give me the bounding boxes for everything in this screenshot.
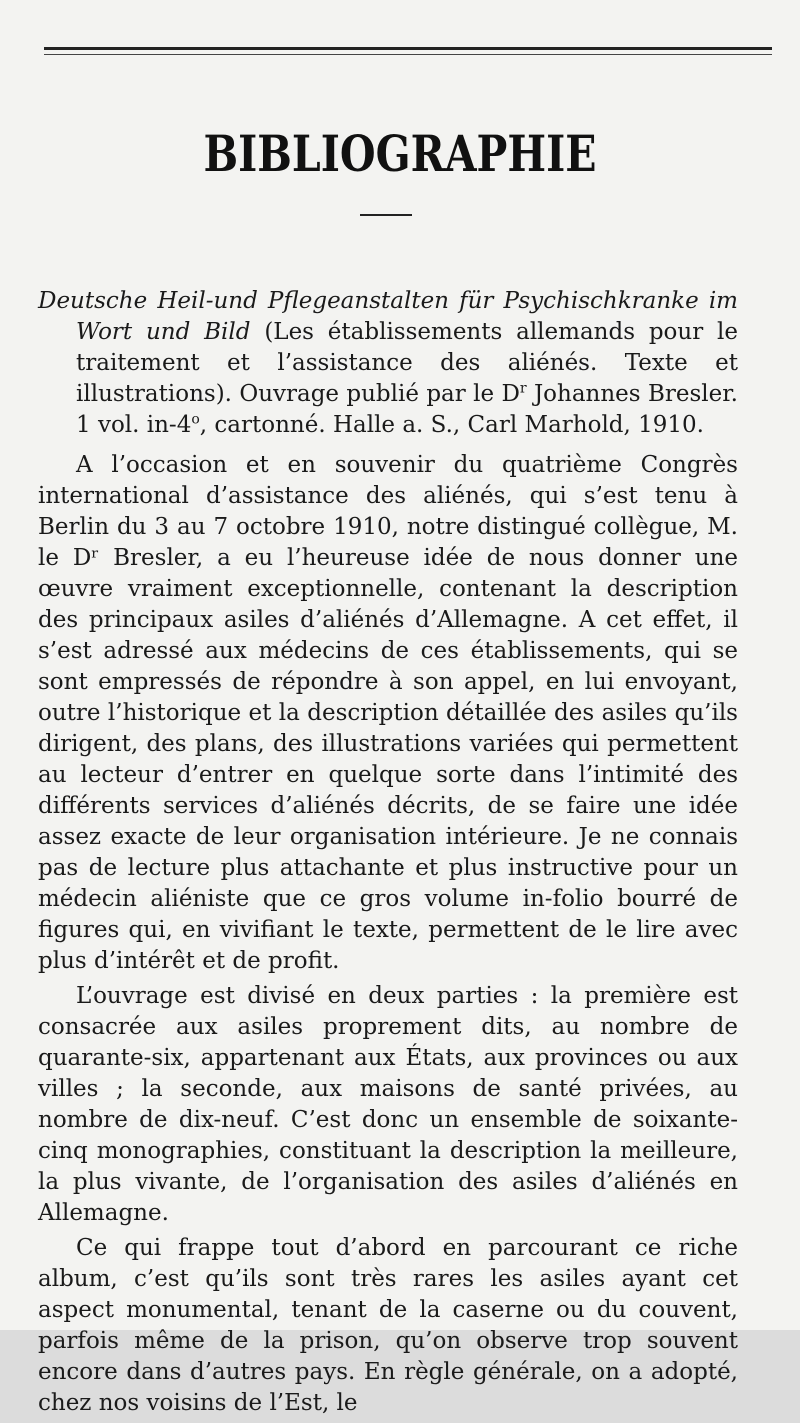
- review-body: [38, 450, 738, 1423]
- reference-sup-o: o: [191, 411, 200, 428]
- reference-description: (Les établissements allemands pour le traitement et l’assistance des aliénés. Texte et illustrations). Ouvrage publié par le D: [76, 319, 738, 407]
- header-rule-thin: [44, 54, 772, 55]
- reference-sup-r: r: [519, 380, 527, 397]
- header-rule: [44, 47, 772, 50]
- paragraph-1: A l’occasion et en souvenir du quatrième Congrès international d’assistance des aliénés, qui s’est tenu à Berlin du 3 au 7 octobre 1910, notre distingué collègue, M. le Dʳ Bresler, a eu l’heureuse idée de nous donner une œuvre vraiment exceptionnelle, contenant la description des principaux asiles d’aliénés d’Allemagne. A cet effet, il s’est adressé aux médecins de ces établissements, qui se sont empressés de répondre à son appel, en lui envoyant, outre l’historique et la description détaillée des asiles qu’ils dirigent, des plans, des illustrations variées qui permettent au lecteur d’entrer en quelque sorte dans l’intimité des différents services d’aliénés décrits, de se faire une idée assez exacte de leur organisation intérieure. Je ne connais pas de lecture plus attachante et plus instructive pour un médecin aliéniste que ce gros volume in-folio bourré de figures qui, en vivifiant le texte, permettent de le lire avec plus d’intérêt et de profit.: [38, 452, 738, 974]
- page-title: BIBLIOGRAPHIE: [203, 124, 597, 183]
- reference-book-title: Deutsche Heil-und Pflegeanstalten für Psychischkranke im Wort und Bild: [38, 288, 738, 345]
- paragraph-3: Ce qui frappe tout d’abord en parcourant ce riche album, c’est qu’ils sont très rares les asiles ayant cet aspect monumental, tenant de la caserne ou du couvent, parfois même de la prison, qu’on observe trop souvent encore dans d’autres pays. En règle générale, on a adopté, chez nos voisins de l’Est, le: [38, 1235, 738, 1416]
- reference-publisher: , cartonné. Halle a. S., Carl Marhold, 1910.: [199, 412, 704, 438]
- title-underline: [360, 214, 412, 216]
- reference-author: Johannes Bresler. 1 vol. in-4: [76, 381, 738, 438]
- paragraph-2: L’ouvrage est divisé en deux parties : la première est consacrée aux asiles proprement dits, au nombre de quarante-six, appartenant aux États, aux provinces ou aux villes ; la seconde, aux maisons de santé privées, au nombre de dix-neuf. C’est donc un ensemble de soixante-cinq monographies, constituant la description la meilleure, la plus vivante, de l’organisation des asiles d’aliénés en Allemagne.: [38, 983, 738, 1226]
- bibliographic-reference: [38, 286, 738, 441]
